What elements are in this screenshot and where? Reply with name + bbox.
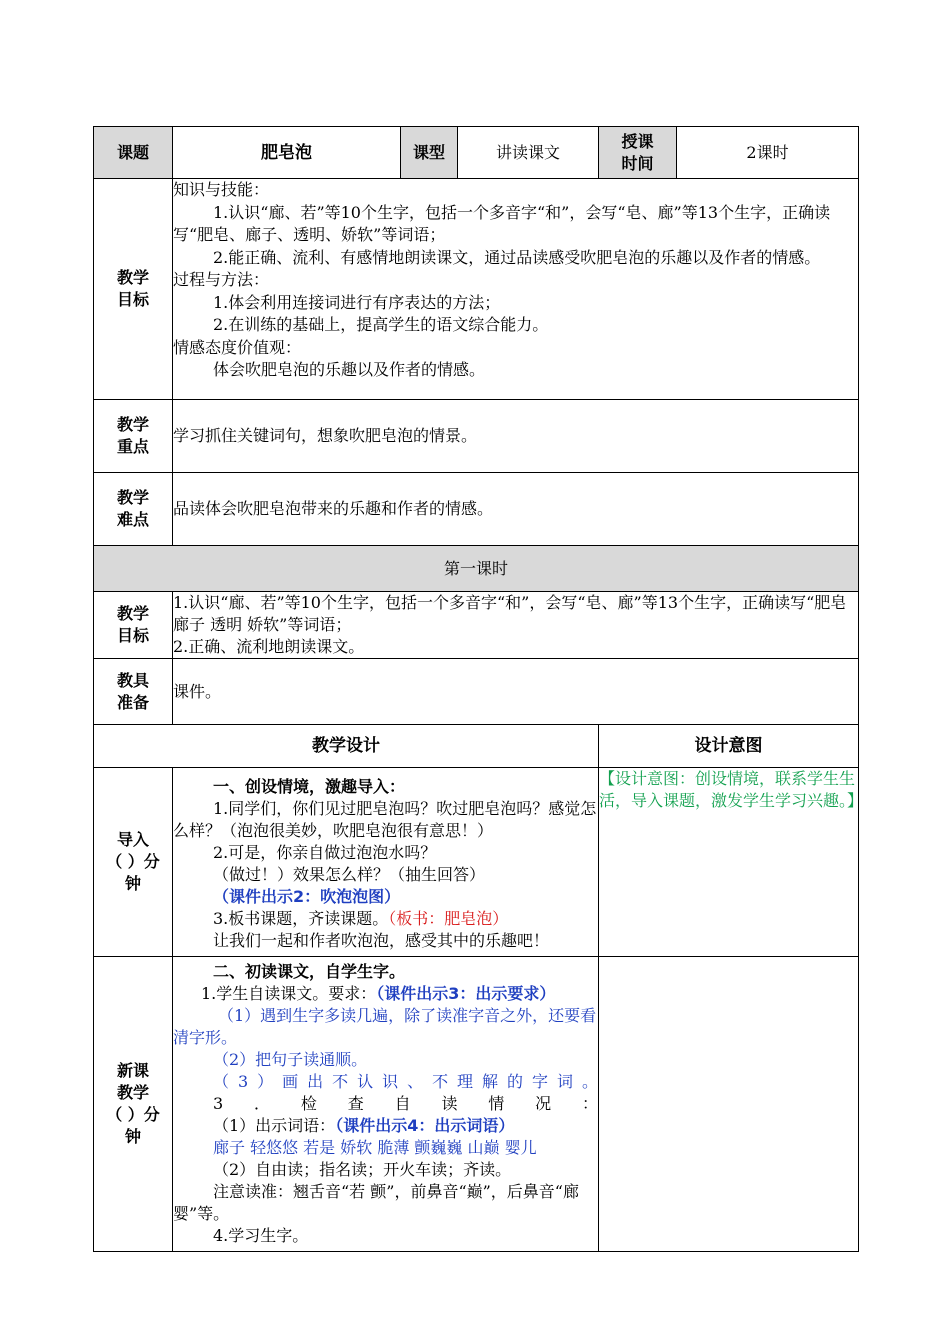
lesson1-tools-text: 课件。 bbox=[173, 659, 859, 725]
newlesson-req: （2）把句子读通顺。 bbox=[213, 1050, 368, 1069]
goals-content bbox=[173, 179, 859, 400]
newlesson-label bbox=[94, 957, 173, 1252]
intro-line5-text: 3.板书课题，齐读课题。 bbox=[213, 909, 389, 928]
newlesson-line: 注意读准：翘舌音“若 颤”，前鼻音“巅”，后鼻音“廊 婴”等。 bbox=[173, 1182, 579, 1223]
header-row bbox=[94, 127, 859, 179]
lesson1-goals-label-line1: 教学 bbox=[116, 604, 149, 623]
newlesson-label-line3: （ ）分 bbox=[106, 1105, 160, 1124]
design-col-main: 教学设计 bbox=[94, 725, 599, 768]
newlesson-line1-text: 1.学生自读课文。要求： bbox=[201, 984, 377, 1003]
lesson1-goals-content bbox=[173, 592, 859, 659]
design-header-row bbox=[94, 725, 859, 768]
intro-label-line3: 钟 bbox=[124, 874, 141, 893]
lesson1-tools-label-line1: 教具 bbox=[116, 670, 149, 690]
goals-line: 情感态度价值观： bbox=[173, 337, 302, 357]
difficulty-label bbox=[94, 473, 173, 546]
newlesson-content bbox=[173, 957, 599, 1252]
topic-value: 肥皂泡 bbox=[173, 127, 401, 179]
lesson1-tools-row bbox=[94, 659, 859, 725]
intro-intent: 【设计意图：创设情境，联系学生生活，导入课题，激发学生学习兴趣。】 bbox=[599, 768, 859, 957]
intro-line: 让我们一起和作者吹泡泡，感受其中的乐趣吧！ bbox=[213, 931, 550, 950]
lesson1-title: 第一课时 bbox=[94, 546, 859, 592]
goals-line: 知识与技能： bbox=[173, 180, 270, 199]
lesson1-goals-line: 2.正确、流利地朗读课文。 bbox=[173, 637, 365, 656]
newlesson-label-line1: 新课 bbox=[116, 1061, 149, 1080]
lesson1-goals-label-line2: 目标 bbox=[116, 626, 149, 645]
lesson-plan-table bbox=[93, 126, 864, 1252]
difficulty-row bbox=[94, 473, 859, 546]
newlesson-line: （2）自由读；指名读；开火车读；齐读。 bbox=[213, 1160, 512, 1179]
goals-label-line2: 目标 bbox=[116, 290, 149, 309]
keypoint-label-line1: 教学 bbox=[116, 415, 149, 434]
goals-label bbox=[94, 179, 173, 400]
difficulty-label-line1: 教学 bbox=[116, 488, 149, 507]
goals-line: 2.能正确、流利、有感情地朗读课文，通过品读感受吹肥皂泡的乐趣以及作者的情感。 bbox=[213, 247, 821, 267]
goals-line: 2.在训练的基础上，提高学生的语文综合能力。 bbox=[213, 315, 549, 334]
intro-line bbox=[173, 908, 598, 930]
lesson1-goals-row bbox=[94, 592, 859, 659]
newlesson-line4-text: （1）出示词语： bbox=[213, 1116, 336, 1135]
goals-line: 过程与方法： bbox=[173, 270, 270, 289]
intro-content bbox=[173, 768, 599, 957]
lesson1-tools-label bbox=[94, 659, 173, 725]
time-label-line2: 时间 bbox=[621, 153, 654, 173]
lesson1-goals-label bbox=[94, 592, 173, 659]
keypoint-row bbox=[94, 400, 859, 473]
newlesson-line bbox=[173, 1115, 598, 1137]
newlesson-line: 4.学习生字。 bbox=[213, 1226, 309, 1245]
type-value: 讲读课文 bbox=[458, 127, 599, 179]
newlesson-req: （1）遇到生字多读几遍，除了读准字音之外，还要看清字形。 bbox=[173, 1006, 597, 1047]
newlesson-req: （3）画出不认识、不理解的字词。 bbox=[213, 1072, 598, 1091]
lesson1-tools-label-line2: 准备 bbox=[116, 692, 149, 712]
newlesson-courseware3: （课件出示3：出示要求） bbox=[376, 984, 556, 1003]
time-value: 2课时 bbox=[677, 127, 859, 179]
time-label-line1: 授课 bbox=[621, 131, 654, 151]
goals-label-line1: 教学 bbox=[116, 268, 149, 287]
type-label: 课型 bbox=[401, 127, 458, 179]
difficulty-text: 品读体会吹肥皂泡带来的乐趣和作者的情感。 bbox=[173, 473, 859, 546]
lesson1-goals-line: 1.认识“廊、若”等10个生字，包括一个多音字“和”，会写“皂、廊”等13个生字，正确读写“肥皂 廊子 透明 娇软”等词语； bbox=[173, 593, 847, 634]
intro-label-line2: （ ）分 bbox=[106, 852, 160, 871]
time-label bbox=[599, 127, 677, 179]
intro-heading: 一、创设情境，激趣导入： bbox=[213, 777, 406, 796]
intro-board: （板书：肥皂泡） bbox=[388, 909, 509, 928]
intro-line: 1.同学们，你们见过肥皂泡吗？吹过肥皂泡吗？感觉怎么样？（泡泡很美妙，吹肥皂泡很有意思！） bbox=[173, 799, 597, 840]
goals-row bbox=[94, 179, 859, 400]
goals-line: 1.认识“廊、若”等10个生字，包括一个多音字“和”，会写“皂、廊”等13个生字，正确读写“肥皂、廊子、透明、娇软”等词语； bbox=[173, 202, 831, 244]
keypoint-text: 学习抓住关键词句，想象吹肥皂泡的情景。 bbox=[173, 400, 859, 473]
newlesson-intent bbox=[599, 957, 859, 1252]
lesson1-title-row bbox=[94, 546, 859, 592]
newlesson-heading: 二、初读课文，自学生字。 bbox=[213, 962, 406, 981]
intro-label bbox=[94, 768, 173, 957]
keypoint-label bbox=[94, 400, 173, 473]
intro-label-line1: 导入 bbox=[116, 830, 149, 849]
newlesson-row bbox=[94, 957, 859, 1252]
newlesson-line bbox=[173, 983, 598, 1005]
newlesson-label-line2: 教学 bbox=[116, 1083, 149, 1102]
difficulty-label-line2: 难点 bbox=[116, 510, 149, 529]
newlesson-label-line4: 钟 bbox=[124, 1127, 141, 1146]
newlesson-line: 3．检查自读情况： bbox=[213, 1094, 598, 1113]
keypoint-label-line2: 重点 bbox=[116, 437, 149, 456]
goals-line: 体会吹肥皂泡的乐趣以及作者的情感。 bbox=[213, 360, 486, 379]
newlesson-courseware4: （课件出示4：出示词语） bbox=[335, 1116, 515, 1135]
intro-courseware: （课件出示2：吹泡泡图） bbox=[213, 887, 401, 906]
topic-label: 课题 bbox=[94, 127, 173, 179]
newlesson-words: 廊子 轻悠悠 若是 娇软 脆薄 颤巍巍 山巅 婴儿 bbox=[213, 1138, 537, 1157]
goals-line: 1.体会利用连接词进行有序表达的方法； bbox=[213, 292, 501, 312]
intro-line: （做过！）效果怎么样？（抽生回答） bbox=[213, 865, 486, 884]
design-col-intent: 设计意图 bbox=[599, 725, 859, 768]
intro-line: 2.可是，你亲自做过泡泡水吗？ bbox=[213, 843, 437, 862]
intro-row bbox=[94, 768, 859, 957]
